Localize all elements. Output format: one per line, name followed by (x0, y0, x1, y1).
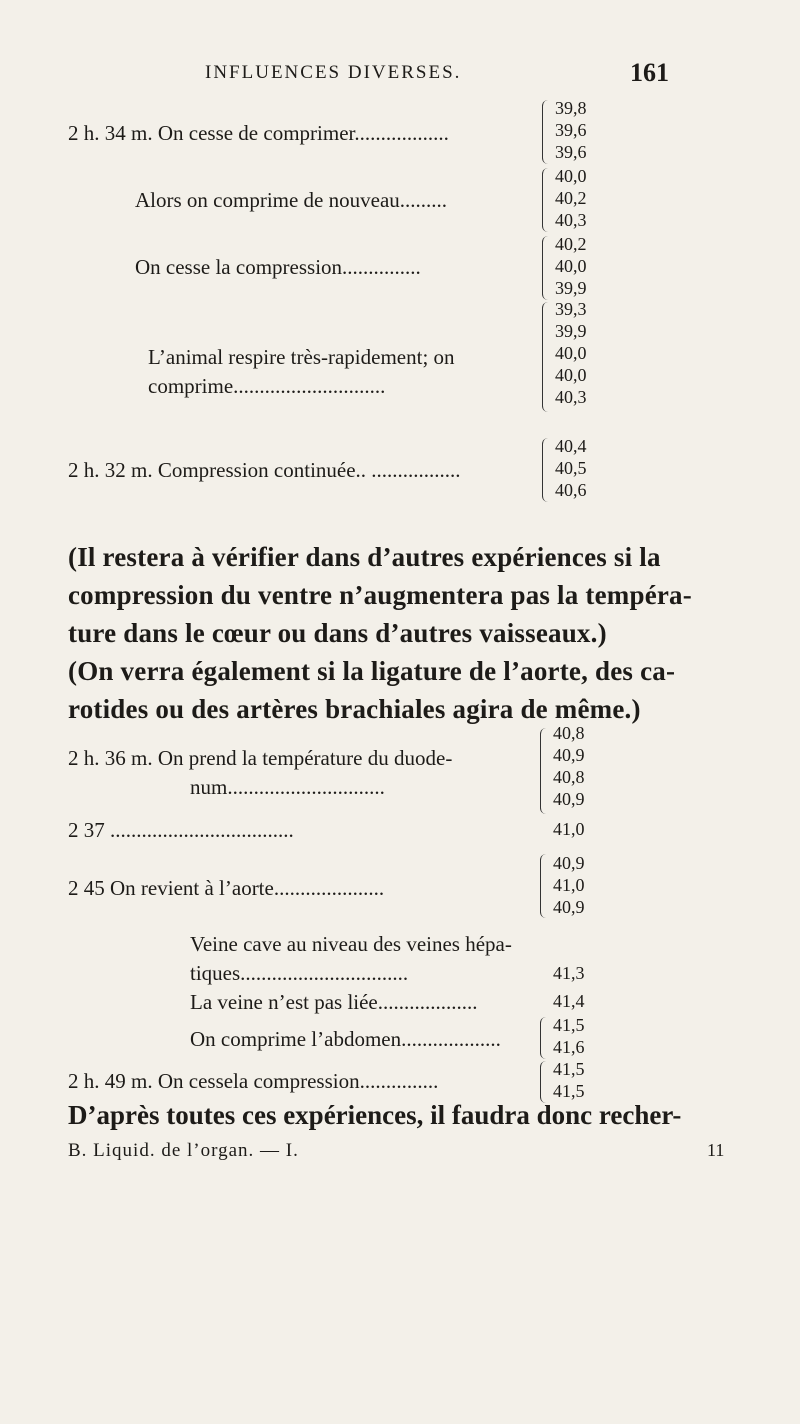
running-head (0, 58, 800, 92)
value: 39,6 (555, 120, 587, 140)
value: 40,3 (555, 387, 587, 407)
value: 41,4 (553, 991, 585, 1011)
text-line: (Il restera à vérifier dans d’autres expériences si la (68, 542, 661, 572)
page-number: 161 (630, 58, 669, 87)
value: 40,9 (553, 745, 585, 765)
brace (542, 302, 549, 412)
table2-row-label-cont: num.............................. (190, 775, 385, 799)
value: 40,0 (555, 166, 587, 186)
brace (542, 100, 549, 164)
signature-number: 11 (707, 1140, 725, 1160)
table2-row-label: 2 37 ................................... (68, 818, 294, 842)
table2-row-label: 2 45 On revient à l’aorte..................... (68, 876, 385, 900)
value: 41,5 (553, 1015, 585, 1035)
table2-row-label: On comprime l’abdomen................... (190, 1027, 501, 1051)
table2-row-label: 2 h. 36 m. On prend la température du duode- (68, 746, 453, 770)
brace (542, 168, 549, 232)
table2-row-values (553, 962, 585, 984)
value: 40,0 (555, 256, 587, 276)
value: 39,9 (555, 278, 587, 298)
table2-row-values (553, 1058, 585, 1102)
text-line: rotides ou des artères brachiales agira de même.) (68, 694, 641, 724)
value: 40,2 (555, 234, 587, 254)
body-paragraph (68, 538, 748, 728)
table1-row-values (555, 298, 587, 408)
table1-row-label-cont: comprime............................. (148, 374, 386, 398)
value: 41,5 (553, 1059, 585, 1079)
value: 40,0 (555, 343, 587, 363)
footer-signature: B. Liquid. de l’organ. — I. (68, 1140, 299, 1161)
value: 39,9 (555, 321, 587, 341)
value: 39,6 (555, 142, 587, 162)
text-line: ture dans le cœur ou dans d’autres vaisseaux.) (68, 618, 607, 648)
table1-row-label: 2 h. 32 m. Compression continuée.. ................. (68, 458, 461, 482)
value: 39,3 (555, 299, 587, 319)
text-line: compression du ventre n’augmentera pas la tempéra- (68, 580, 692, 610)
value: 40,6 (555, 480, 587, 500)
table2-row-values (553, 818, 585, 840)
table1-row-values (555, 165, 587, 231)
running-title: INFLUENCES DIVERSES. (205, 62, 462, 83)
table1-row-label: L’animal respire très-rapidement; on (148, 345, 455, 369)
brace (540, 728, 547, 814)
value: 40,9 (553, 853, 585, 873)
value: 39,8 (555, 98, 587, 118)
table1-row-label: 2 h. 34 m. On cesse de comprimer.................. (68, 121, 449, 145)
table2-row-values (553, 1014, 585, 1058)
value: 40,3 (555, 210, 587, 230)
table1-row-values (555, 435, 587, 501)
table1-row-values (555, 233, 587, 299)
table1-row-values (555, 97, 587, 163)
table2-row-label: Veine cave au niveau des veines hépa- (190, 932, 512, 956)
value: 41,0 (553, 819, 585, 839)
brace (540, 854, 547, 918)
text-line: (On verra également si la ligature de l’aorte, des ca- (68, 656, 676, 686)
table1-row-label: Alors on comprime de nouveau......... (135, 188, 448, 212)
value: 40,4 (555, 436, 587, 456)
table1-row-label: On cesse la compression............... (135, 255, 421, 279)
brace (542, 438, 549, 502)
value: 40,8 (553, 723, 585, 743)
value: 40,9 (553, 897, 585, 917)
table2-row-label: La veine n’est pas liée................... (190, 990, 478, 1014)
brace (540, 1061, 547, 1103)
table2-row-label-cont: tiques................................ (190, 961, 409, 985)
value: 41,0 (553, 875, 585, 895)
value: 40,9 (553, 789, 585, 809)
table2-row-label: 2 h. 49 m. On cessela compression............... (68, 1069, 439, 1093)
table2-row-values (553, 990, 585, 1012)
value: 41,5 (553, 1081, 585, 1101)
table2-row-values (553, 852, 585, 918)
value: 40,0 (555, 365, 587, 385)
value: 40,2 (555, 188, 587, 208)
value: 41,6 (553, 1037, 585, 1057)
value: 40,5 (555, 458, 587, 478)
closing-line: D’après toutes ces expériences, il faudra donc recher- (68, 1100, 682, 1130)
value: 41,3 (553, 963, 585, 983)
brace (542, 236, 549, 300)
brace (540, 1017, 547, 1059)
table2-row-values (553, 722, 585, 810)
value: 40,8 (553, 767, 585, 787)
